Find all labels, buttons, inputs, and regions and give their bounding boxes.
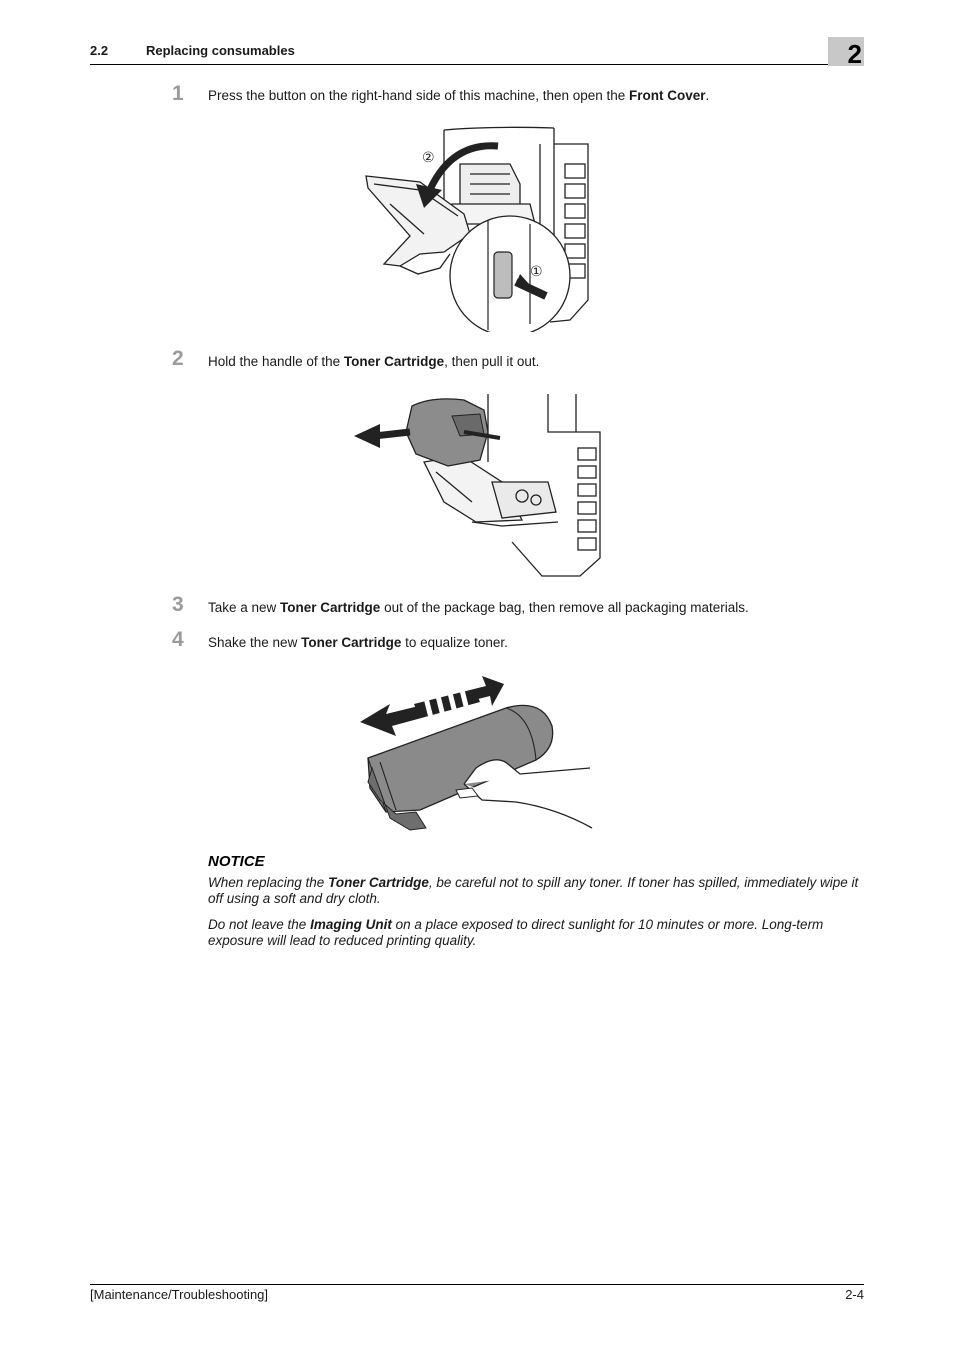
footer-manual-title: [Maintenance/Troubleshooting]	[90, 1287, 269, 1302]
step-3-number: 3	[172, 593, 184, 616]
notice-paragraph-1: When replacing the Toner Cartridge, be careful not to spill any toner. If toner has spilled, immediately wipe it off using a soft and dry cloth.	[208, 875, 859, 906]
header-rule	[90, 64, 864, 65]
figure-pull-out-toner	[352, 392, 602, 578]
marker-1: ①	[530, 264, 543, 280]
section-number: 2.2	[90, 43, 109, 58]
chapter-badge: 2	[828, 37, 864, 66]
step-3-text: Take a new Toner Cartridge out of the package bag, then remove all packaging materials.	[208, 600, 749, 615]
notice-title: NOTICE	[208, 853, 265, 870]
marker-2: ②	[422, 150, 435, 166]
footer-rule	[90, 1284, 864, 1285]
notice-paragraph-2: Do not leave the Imaging Unit on a place exposed to direct sunlight for 10 minutes or more. Long-term exposure will lead to reduced printing quality.	[208, 917, 824, 948]
step-2-number: 2	[172, 347, 184, 370]
step-4-number: 4	[172, 628, 184, 651]
page-header	[90, 40, 864, 66]
step-1-number: 1	[172, 82, 184, 105]
footer-page-number: 2-4	[845, 1287, 864, 1302]
figure-open-front-cover	[360, 124, 592, 332]
figure-shake-toner	[356, 670, 596, 836]
section-title: Replacing consumables	[146, 43, 295, 58]
step-2-text: Hold the handle of the Toner Cartridge, then pull it out.	[208, 354, 540, 369]
step-4-text: Shake the new Toner Cartridge to equalize toner.	[208, 635, 508, 650]
step-1-text: Press the button on the right-hand side of this machine, then open the Front Cover.	[208, 88, 710, 103]
